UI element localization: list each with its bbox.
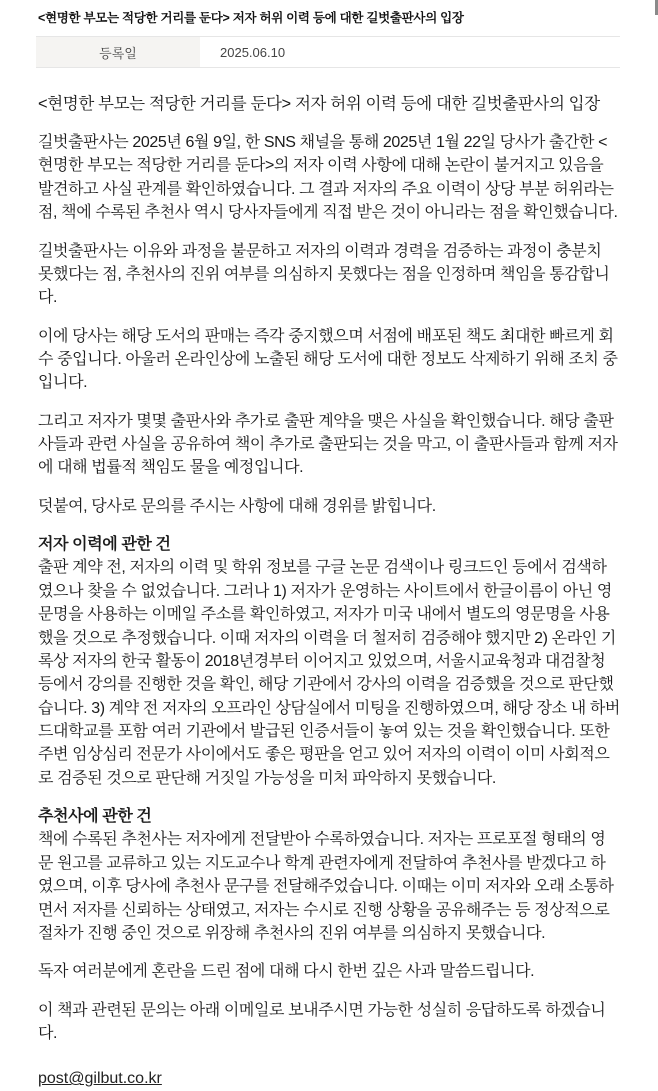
statement-body: [0, 68, 658, 1091]
paragraph-inquiry-intro: 덧붙여, 당사로 문의를 주시는 사항에 대해 경위를 밝힙니다.: [38, 497, 436, 515]
paragraph-other-publishers: 그리고 저자가 몇몇 출판사와 추가로 출판 계약을 맺은 사실을 확인했습니다. 해당 출판사들과 관련 사실을 공유하여 책이 추가로 출판되는 것을 막고, 이 출판사들과 함께 저자에 대해 법률적 책임도 물을 예정입니다.: [38, 412, 618, 477]
paragraph-contact-info: 이 책과 관련된 문의는 아래 이메일로 보내주시면 가능한 성실히 응답하도록 하겠습니다.: [38, 1001, 606, 1042]
paragraph-sales-stop: 이에 당사는 해당 도서의 판매는 즉각 중지했으며 서점에 배포된 책도 최대한 빠르게 회수 중입니다. 아울러 온라인상에 노출된 해당 도서에 대한 정보도 삭제하기 위해 조치 중입니다.: [38, 327, 618, 392]
statement-title: <현명한 부모는 적당한 거리를 둔다> 저자 허위 이력 등에 대한 길벗출판사의 입장: [38, 95, 600, 113]
contact-email-link[interactable]: post@gilbut.co.kr: [38, 1070, 162, 1088]
email-line: [38, 1067, 620, 1090]
paragraph-intro: 길벗출판사는 2025년 6월 9일, 한 SNS 채널을 통해 2025년 1월 22일 당사가 출간한 <현명한 부모는 적당한 거리를 둔다>의 저자 이력 사항에 대해 논란이 불거지고 있음을 발견하고 사실 관계를 확인하였습니다. 그 결과 저자의 주요 이력이 상당 부분 허위라는 점, 책에 수록된 추천사 역시 당사자들에게 직접 받은 것이 아니라는 점을 확인했습니다.: [38, 134, 618, 222]
section-endorsements: [38, 805, 620, 945]
page-title: <현명한 부모는 적당한 거리를 둔다> 저자 허위 이력 등에 대한 길벗출판사의 입장: [38, 11, 464, 25]
section-author-career-heading: 저자 이력에 관한 건: [38, 536, 171, 554]
paragraph-apology: 독자 여러분에게 혼란을 드린 점에 대해 다시 한번 깊은 사과 말씀드립니다.: [38, 963, 535, 981]
registration-date-row: [36, 36, 620, 68]
section-endorsements-body: 책에 수록된 추천사는 저자에게 전달받아 수록하였습니다. 저자는 프로포절 형태의 영문 원고를 교류하고 있는 지도교수나 학계 관련자에게 전달하여 추천사를 받겠다고 하였으며, 이후 당사에 추천사 문구를 전달해주었습니다. 이때는 이미 저자와 오래 소통하면서 저자를 신뢰하는 상태였고, 저자는 수시로 진행 상황을 공유해주는 등 정상적으로 절차가 진행 중인 것으로 위장해 추천사의 진위 여부를 의심하지 못했습니다.: [38, 831, 614, 942]
registration-date-value: 2025.06.10: [220, 44, 286, 60]
registration-date-label: 등록일: [36, 37, 200, 67]
section-author-career-body: 출판 계약 전, 저자의 이력 및 학위 정보를 구글 논문 검색이나 링크드인 등에서 검색하였으나 찾을 수 없었습니다. 그러나 1) 저자가 운영하는 사이트에서 한글이름이 아닌 영문명을 사용하는 이메일 주소를 확인하였고, 저자가 미국 내에서 별도의 영문명을 사용했을 것으로 추정했습니다. 이때 저자의 이력을 더 철저히 검증해야 했지만 2) 온라인 기록상 저자의 한국 활동이 2018년경부터 이어지고 있었으며, 서울시교육청과 대검찰청 등에서 강의를 진행한 것을 확인, 해당 기관에서 강사의 이력을 검증했을 것으로 판단했습니다. 3) 계약 전 저자의 오프라인 상담실에서 미팅을 진행하였으며, 해당 장소 내 하버드대학교를 포함 여러 기관에서 발급된 인증서들이 놓여 있는 것을 확인했습니다. 또한 주변 임상심리 전문가 사이에서도 좋은 평판을 얻고 있어 저자의 이력이 이미 사회적으로 검증된 것으로 판단해 거짓일 가능성을 미처 파악하지 못했습니다.: [38, 559, 620, 787]
section-endorsements-heading: 추천사에 관한 건: [38, 808, 152, 826]
paragraph-responsibility: 길벗출판사는 이유와 과정을 불문하고 저자의 이력과 경력을 검증하는 과정이 충분치 못했다는 점, 추천사의 진위 여부를 의심하지 못했다는 점을 인정하며 책임을 통감합니다.: [38, 242, 610, 307]
section-author-career: [38, 533, 620, 790]
